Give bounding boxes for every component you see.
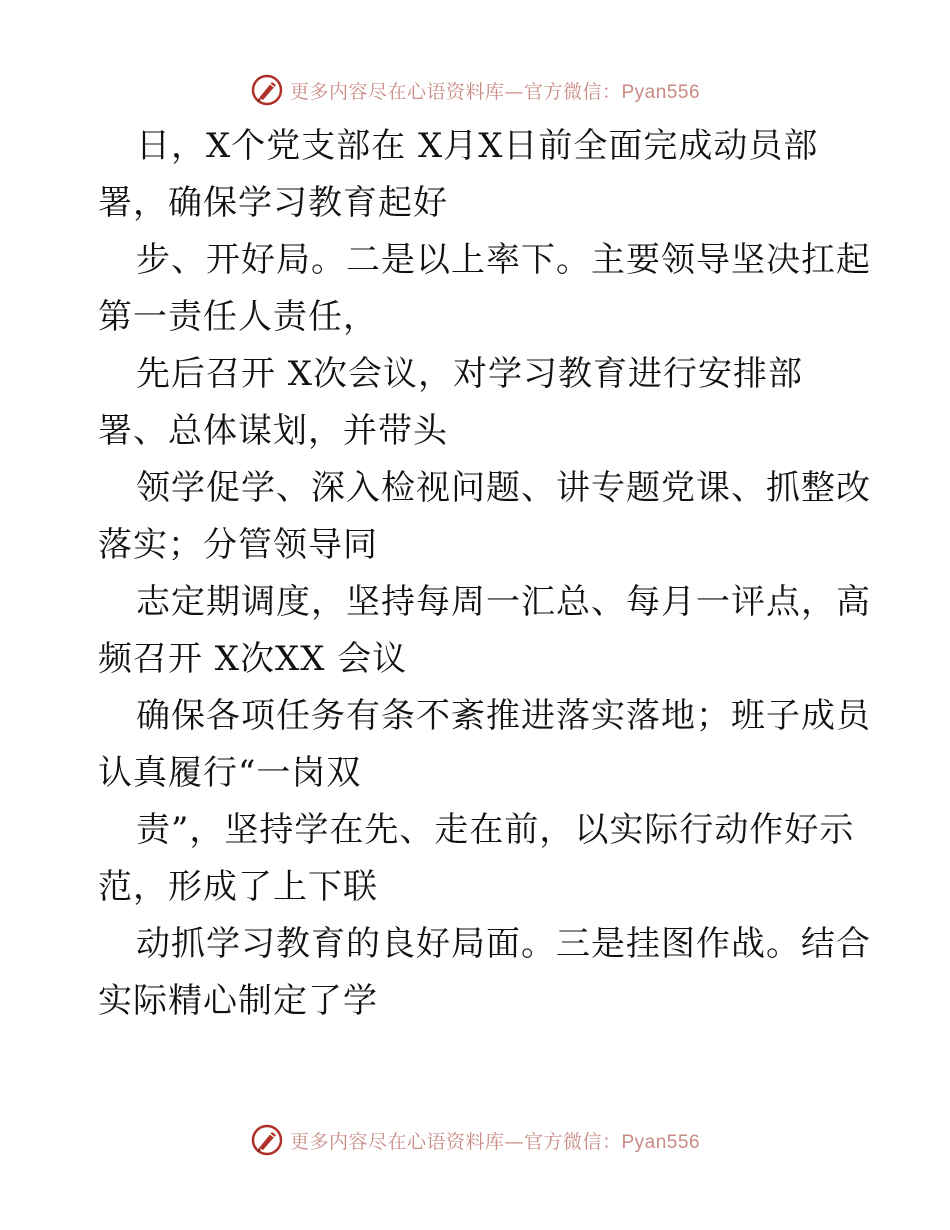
text-line: 动抓学习教育的良好局面。三是挂图作战。结合: [136, 924, 871, 964]
watermark-text: [290, 1127, 700, 1154]
watermark-main-text: 更多内容尽在心语资料库: [289, 80, 505, 103]
text-line: 署，确保学习教育起好: [98, 183, 448, 223]
watermark-separator: —: [504, 1130, 524, 1153]
text-line: 范，形成了上下联: [98, 867, 378, 907]
watermark-separator: —: [504, 80, 524, 103]
text-line: 落实；分管领导同: [98, 525, 378, 565]
text-line: 频召开 X次XX 会议: [98, 639, 408, 679]
text-line: 认真履行“一岗双: [98, 753, 362, 793]
footer-watermark: [0, 1120, 950, 1160]
watermark-contact-label: 官方微信：: [523, 80, 622, 103]
text-line: 日，X个党支部在 X月X日前全面完成动员部: [136, 126, 819, 166]
text-line: 第一责任人责任，: [98, 297, 378, 337]
text-line: 确保各项任务有条不紊推进落实落地；班子成员: [136, 696, 871, 736]
watermark-contact-id: Pyan556: [621, 1131, 701, 1153]
text-line: 实际精心制定了学: [98, 981, 378, 1021]
watermark-main-text: 更多内容尽在心语资料库: [289, 1130, 505, 1153]
watermark-text: [290, 77, 700, 104]
watermark-contact-id: Pyan556: [621, 81, 701, 103]
text-line: 署、总体谋划，并带头: [98, 411, 448, 451]
header-watermark: [0, 70, 950, 110]
text-line: 先后召开 X次会议，对学习教育进行安排部: [136, 354, 804, 394]
text-line: 志定期调度，坚持每周一汇总、每月一评点，高: [136, 582, 871, 622]
pen-logo-icon: [250, 73, 284, 107]
pen-logo-icon: [250, 1123, 284, 1157]
text-line: 领学促学、深入检视问题、讲专题党课、抓整改: [136, 468, 871, 508]
text-line: 步、开好局。二是以上率下。主要领导坚决扛起: [136, 240, 871, 280]
watermark-contact-label: 官方微信：: [523, 1130, 622, 1153]
document-body: [98, 118, 871, 1030]
text-line: 责”，坚持学在先、走在前，以实际行动作好示: [136, 810, 855, 850]
